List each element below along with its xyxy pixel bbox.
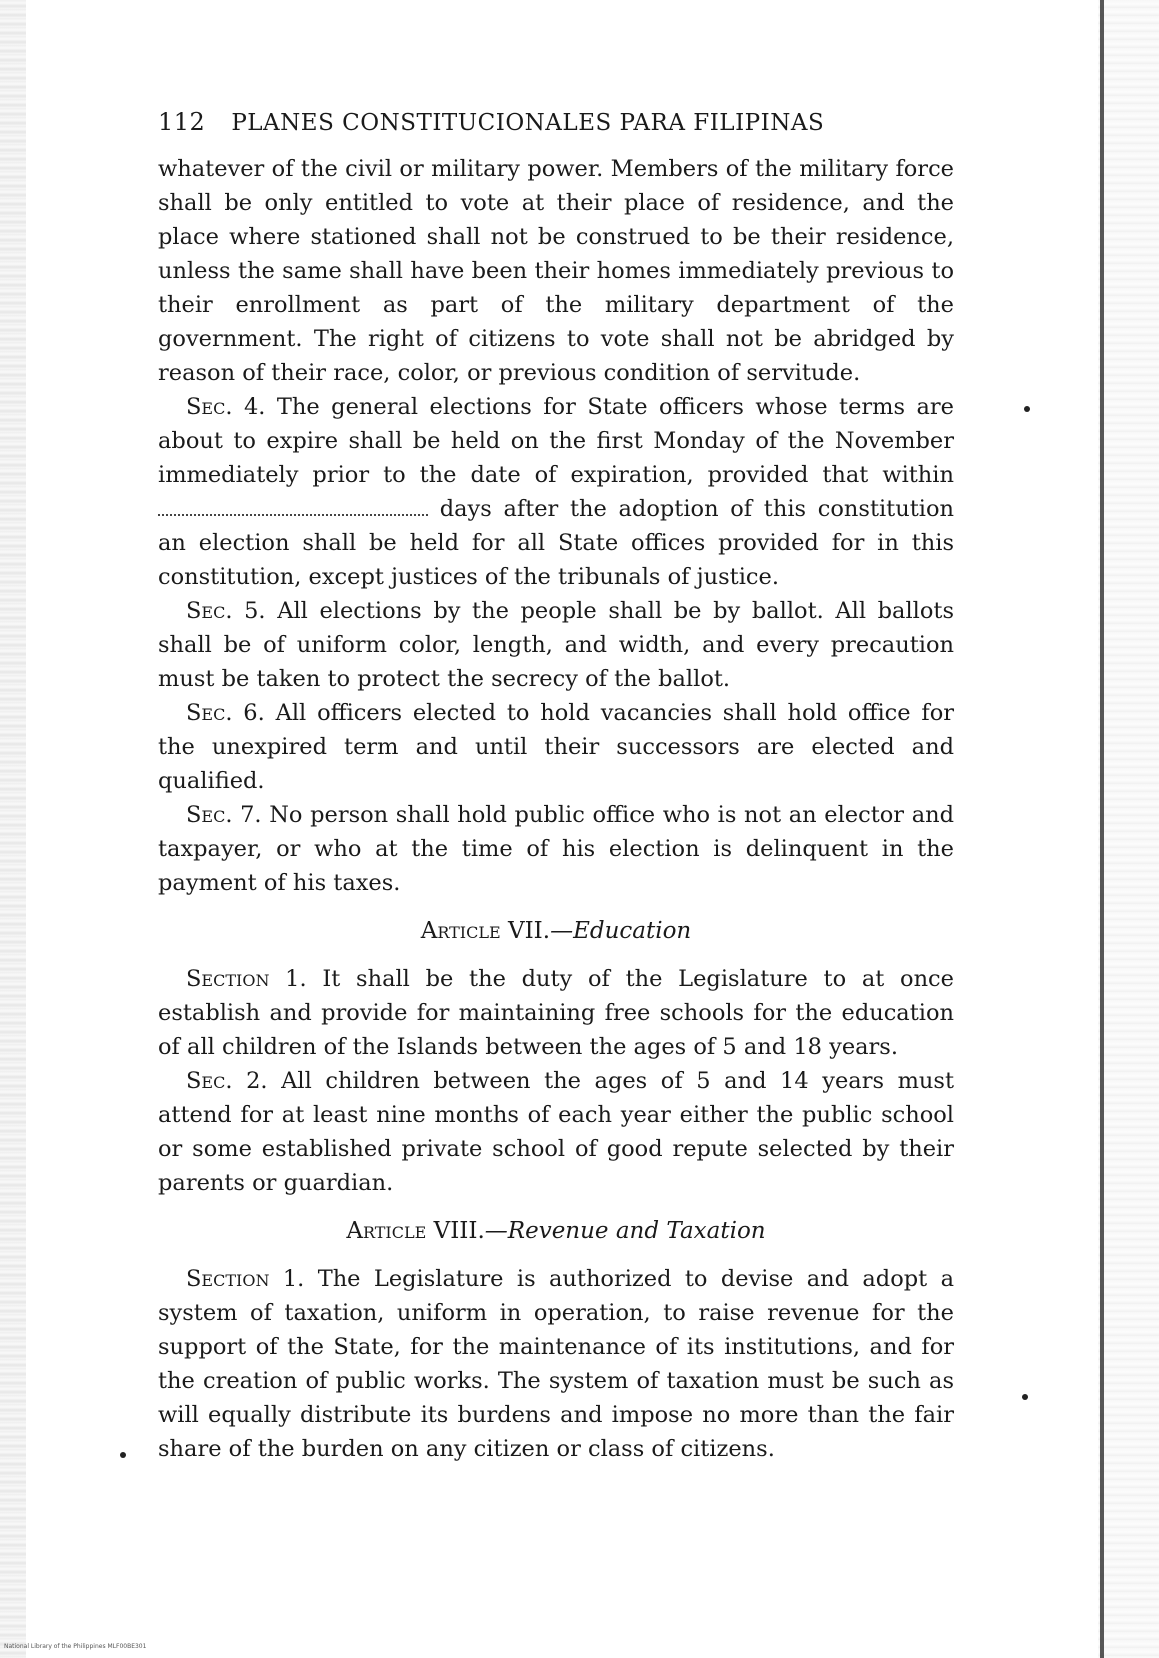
article-8-heading [158,1214,954,1248]
section-4-paragraph [158,390,954,594]
section-text: All children between the ages of 5 and 14 years must attend for at least nine months of each year either the public school or some established private school of good repute selected by their parents or guardian. [158,1068,955,1196]
article-8-section-1 [158,1262,954,1466]
section-text: All officers elected to hold vacancies shall hold office for the unexpired term and until their successors are elected and qualified. [158,700,955,794]
article-subtitle: —Education [550,918,692,944]
article-label: Article VII. [420,918,551,944]
blank-fill-line [158,496,428,516]
section-text: No person shall hold public office who is not an elector and taxpayer, or who at the time of his election is delinquent in the payment of his taxes. [158,802,955,896]
section-label: Sec. 6. [186,700,265,726]
article-subtitle: —Revenue and Taxation [484,1218,766,1244]
section-text: days after the adoption of this constitution an election shall be held for all State offices provided for in this constitution, except justices of the tribunals of justice. [158,496,954,590]
article-7-section-1 [158,962,954,1064]
paragraph-voting-military: whatever of the civil or military power. Members of the military force shall be only entitled to vote at their place of residence, and the place where stationed shall not be construed to be their residence, unless the same shall have been their homes immediately previous to their enrollment as part of the military department of the government. The right of citizens to vote shall not be abridged by reason of their race, color, or previous condition of servitude. [158,156,954,386]
section-text: It shall be the duty of the Legislature to at once establish and provide for maintaining free schools for the education of all children of the Islands between the ages of 5 and 18 years. [158,966,954,1060]
section-5-paragraph [158,594,954,696]
scan-speck [1024,406,1030,412]
section-label: Sec. 7. [186,802,262,828]
section-label: Sec. 4. [186,394,266,420]
document-page [158,108,954,1466]
library-footer-mark: National Library of the Philippines MLF00BE301 [4,1643,147,1650]
section-label: Sec. 2. [186,1068,268,1094]
running-head [158,108,954,138]
scan-right-edge [1098,0,1159,1658]
section-6-paragraph [158,696,954,798]
article-7-heading [158,914,954,948]
scan-speck [120,1452,126,1458]
section-label: Sec. 5. [186,598,266,624]
page-number: 112 [158,108,206,136]
scan-speck [1022,1394,1028,1400]
scan-left-edge [0,0,26,1658]
section-text: The Legislature is authorized to devise and adopt a system of taxation, uniform in operation, to raise revenue for the support of the State, for the maintenance of its institutions, and for the creation of public works. The system of taxation must be such as will equally distribute its burdens and impose no more than the fair share of the burden on any citizen or class of citizens. [158,1266,954,1462]
section-label: Section 1. [186,1266,305,1292]
section-text: All elections by the people shall be by ballot. All ballots shall be of uniform color, length, and width, and every precaution must be taken to protect the secrecy of the ballot. [158,598,955,692]
article-label: Article VIII. [346,1218,485,1244]
section-text: The general elections for State officers whose terms are about to expire shall be held on the first Monday of the November immediately prior to the date of expiration, provided that within [158,394,954,488]
section-7-paragraph [158,798,954,900]
scan-binding-rule [1100,0,1104,1658]
running-title: PLANES CONSTITUCIONALES PARA FILIPINAS [231,110,825,136]
section-label: Section 1. [186,966,307,992]
article-7-section-2 [158,1064,954,1200]
